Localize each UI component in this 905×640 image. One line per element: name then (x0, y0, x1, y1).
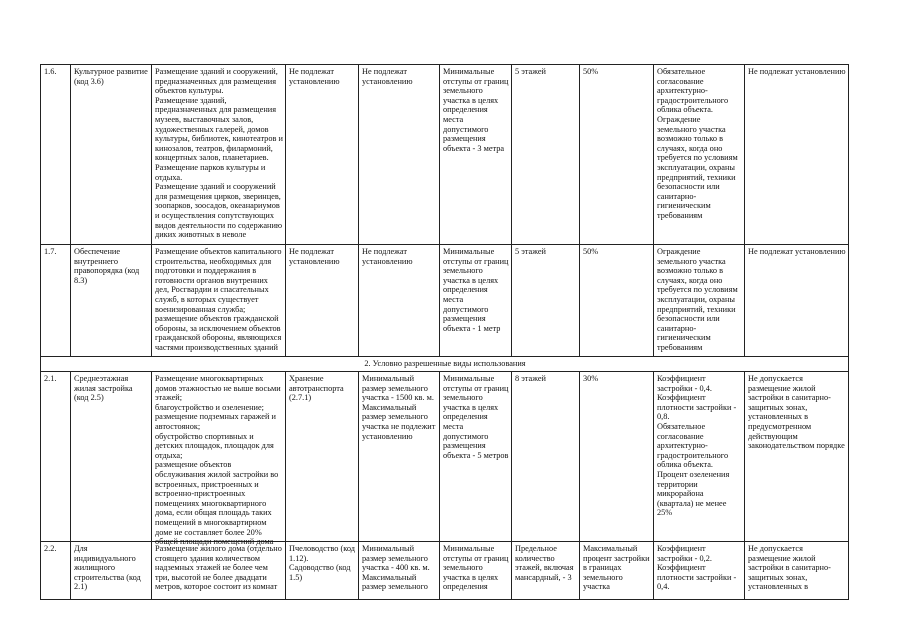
setback-limits (440, 542, 512, 600)
other-parameters (654, 542, 745, 600)
description-text: Размещение многоквартирных домов этажностью не выше восьми этажей; благоустройство и озеленение; размещение подземных гаражей и автостоянок; обустройство спортивных и детских площадок, площадок для отдыха; размещение объектов обслуживания жилой застройки во встроенных, пристроенных и встроенно-пристроенных помещениях многоквартирного дома, если общая площадь таких помещений в многоквартирном доме не составляет более 20% общей площади помещений дома (155, 374, 283, 547)
other-parameters: Ограждение земельного участка возможно только в случаях, когда оно требуется по условиям эксплуатации, охраны предприятий, техники безопасности или санитарно-гигиеническим требованиям (654, 245, 745, 357)
table-row (41, 542, 849, 600)
max-floors: 5 этажей (512, 245, 580, 357)
description-text: Размещение зданий и сооружений, предназначенных для размещения объектов культуры. Размещение зданий, предназначенных для размещения музеев, выставочных залов, художественных галерей, домов культуры, библиотек, кинотеатров и кинозалов, театров, филармоний, концертных залов, планетариев. Размещение парков культуры и отдыха. Размещение зданий и сооружений для размещения цирков, зверинцев, зоопарков, зоосадов, океанариумов и осуществления сопутствующих видов деятельности по содержанию диких животных в неволе (155, 67, 285, 240)
max-coverage: 50% (580, 65, 654, 245)
max-coverage: 30% (580, 372, 654, 542)
description-text: Размещение жилого дома (отдельно стоящего здания количеством надземных этажей не более чем три, высотой не более двадцати метров, которое состоит из комнат (155, 544, 284, 592)
auxiliary-uses: Хранение автотранспорта (2.7.1) (286, 372, 359, 542)
use-type-description (152, 542, 286, 600)
setback-text: Минимальные отступы от границ земельного участка в целях определения (443, 544, 511, 592)
max-coverage (580, 542, 654, 600)
row-number: 1.7. (41, 245, 71, 357)
row-number: 2.2. (41, 542, 71, 600)
max-floors: 8 этажей (512, 372, 580, 542)
max-floors (512, 542, 580, 600)
use-restrictions: Не подлежат установлению (745, 65, 849, 245)
plot-size-limits: Минимальный размер земельного участка - 1500 кв. м. Максимальный размер земельного участка не подлежит установлению (359, 372, 440, 542)
use-type-name: Среднеэтажная жилая застройка (код 2.5) (71, 372, 152, 542)
plot-size-limits (359, 542, 440, 600)
plot-size-limits: Не подлежат установлению (359, 65, 440, 245)
section-header-row (41, 357, 849, 372)
max-floors-text: Предельное количество этажей, включая мансардный, - 3 (515, 544, 576, 582)
auxiliary-uses-text: Пчеловодство (код 1.12). Садоводство (код 1.5) (289, 544, 358, 582)
auxiliary-uses: Не подлежат установлению (286, 245, 359, 357)
land-use-table (40, 64, 849, 600)
table-row (41, 372, 849, 542)
other-parameters-text: Коэффициент застройки - 0,2. Коэффициент плотности застройки - 0,4. (657, 544, 739, 592)
other-parameters: Обязательное согласование архитектурно-градостроительного облика объекта. Ограждение земельного участка возможно только в случаях, когда оно требуется по условиям эксплуатации, охраны предприятий, техники безопасности или санитарно-гигиеническим требованиям (654, 65, 745, 245)
use-type-description (152, 245, 286, 357)
setback-limits: Минимальные отступы от границ земельного участка в целях определения места допустимого размещения объекта - 1 метр (440, 245, 512, 357)
auxiliary-uses (286, 542, 359, 600)
table-row (41, 65, 849, 245)
other-parameters: Коэффициент застройки - 0,4. Коэффициент плотности застройки - 0,8. Обязательное согласование архитектурно-градостроительного облика объекта. Процент озеленения территории микрорайона (квартала) не менее 25% (654, 372, 745, 542)
max-coverage: 50% (580, 245, 654, 357)
use-restrictions: Не подлежат установлению (745, 245, 849, 357)
use-restrictions (745, 542, 849, 600)
plot-size-limits: Не подлежат установлению (359, 245, 440, 357)
max-coverage-text: Максимальный процент застройки в границах земельного участка (583, 544, 652, 592)
table-row (41, 245, 849, 357)
setback-limits: Минимальные отступы от границ земельного участка в целях определения места допустимого размещения объекта - 3 метра (440, 65, 512, 245)
use-type-name: Для индивидуального жилищного строительства (код 2.1) (71, 542, 152, 600)
section-title: 2. Условно разрешенные виды использования (41, 357, 849, 372)
use-type-name: Культурное развитие (код 3.6) (71, 65, 152, 245)
row-number: 1.6. (41, 65, 71, 245)
plot-size-text: Минимальный размер земельного участка - 400 кв. м. Максимальный размер земельного (362, 544, 432, 592)
use-type-description (152, 65, 286, 245)
use-type-description (152, 372, 286, 547)
auxiliary-uses: Не подлежат установлению (286, 65, 359, 245)
use-restrictions-text: Не допускается размещение жилой застройки в санитарно-защитных зонах, установленных в (748, 544, 831, 592)
description-text: Размещение объектов капитального строительства, необходимых для подготовки и поддержания в готовности органов внутренних дел, Росгвардии и спасательных служб, в которых существует военизированная служба; размещение объектов гражданской обороны, за исключением объектов гражданской обороны, являющихся частями производственных зданий (155, 247, 284, 352)
row-number: 2.1. (41, 372, 71, 542)
use-type-name: Обеспечение внутреннего правопорядка (код 8.3) (71, 245, 152, 357)
setback-limits: Минимальные отступы от границ земельного участка в целях определения места допустимого размещения объекта - 5 метров (440, 372, 512, 542)
use-restrictions: Не допускается размещение жилой застройки в санитарно-защитных зонах, установленных в предусмотренном действующим законодательством порядке (745, 372, 849, 542)
max-floors: 5 этажей (512, 65, 580, 245)
